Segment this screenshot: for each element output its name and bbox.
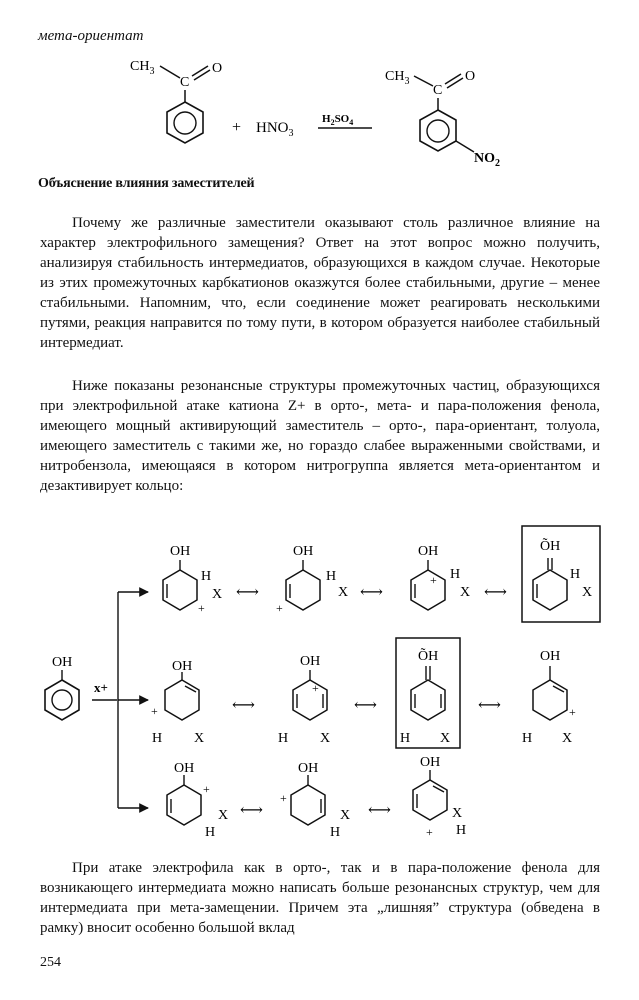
product-o-label: O (465, 69, 476, 84)
meta-structure-1 (167, 761, 228, 840)
paragraph-2-text: Ниже показаны резонансные структуры промежуточных частиц, образующихся при электрофильной атаке катиона Z+ в орто-, мета- и пара-положения фенола, имеющего мощный активирующий заместитель – орто-, пара-ориентант, толуола, имеющего заместитель с такими же, но гораздо слабее выраженными свойствами, и нитробензола, имеющаяся в котором нитрогруппа является мета-ориентантом и дезактивирует кольцо: (40, 378, 600, 494)
svg-text:X: X (338, 585, 349, 600)
phenol-resonance-scheme (0, 520, 639, 845)
paragraph-2 (40, 376, 600, 496)
svg-text:H: H (152, 731, 163, 746)
svg-text:X: X (440, 731, 451, 746)
svg-text:X: X (320, 731, 331, 746)
section-title: Объяснение влияния заместителей (38, 176, 255, 191)
product-ch3-label: $CH_3$ (385, 69, 410, 87)
svg-text:OH: OH (174, 761, 195, 776)
svg-text:ÕH: ÕH (418, 649, 439, 664)
svg-text:⟷: ⟷ (360, 584, 383, 601)
svg-text:+: + (426, 825, 433, 839)
svg-text:X: X (562, 731, 573, 746)
svg-text:H: H (522, 731, 533, 746)
svg-text:+: + (276, 601, 283, 615)
page-number: 254 (40, 955, 61, 970)
svg-text:+: + (151, 704, 158, 718)
svg-text:OH: OH (293, 544, 314, 559)
svg-text:H: H (201, 569, 212, 584)
catalyst-label: $H_2SO_4$ (322, 113, 354, 127)
svg-text:⟷: ⟷ (484, 584, 507, 601)
svg-text:H: H (330, 825, 341, 840)
m-nitroacetophenone-structure (385, 69, 500, 169)
svg-text:⟷: ⟷ (240, 802, 263, 819)
svg-text:+: + (430, 573, 437, 587)
svg-text:⟷: ⟷ (354, 697, 377, 714)
reactant-ch3-label: $CH_3$ (130, 59, 155, 77)
svg-text:⟷: ⟷ (368, 802, 391, 819)
paragraph-1-text: Почему же различные заместители оказывают столь различное влияние на характер электрофильного замещения? Ответ на этот вопрос можно получить, анализируя стабильность интермедиатов, образующихся в каждом случае. Некоторые из этих промежуточных карбкатионов оказжутся более стабильными, другие – менее стабильными. Напомним, что, если соединение может реагировать несколькими путями, реакция направится по тому пути, в котором образуется наиболее стабильный интермедиат. (40, 215, 600, 351)
svg-text:OH: OH (170, 544, 191, 559)
svg-text:⟷: ⟷ (236, 584, 259, 601)
product-no2-label: $NO_2$ (474, 151, 500, 169)
para-structure-2 (278, 654, 330, 746)
svg-text:+: + (198, 601, 205, 615)
reagent-label: $HNO_3$ (256, 120, 294, 139)
paragraph-3 (40, 858, 600, 938)
svg-text:X: X (218, 808, 229, 823)
svg-text:H: H (456, 823, 467, 838)
svg-text:H: H (278, 731, 289, 746)
svg-text:X: X (212, 587, 223, 602)
svg-text:+: + (312, 681, 319, 695)
product-c-label: C (433, 83, 443, 98)
phenol-structure (45, 655, 79, 720)
svg-text:ÕH: ÕH (540, 539, 561, 554)
svg-text:⟷: ⟷ (232, 697, 255, 714)
svg-text:OH: OH (172, 659, 193, 674)
ortho-structure-3 (411, 544, 470, 610)
para-structure-1 (151, 659, 204, 746)
svg-text:H: H (326, 569, 337, 584)
svg-text:OH: OH (418, 544, 439, 559)
ortho-structure-1 (163, 544, 222, 615)
svg-text:OH: OH (300, 654, 321, 669)
nitration-reaction-figure (0, 40, 639, 170)
meta-structure-2 (280, 761, 350, 840)
highlight-box-ortho (522, 526, 600, 622)
acetophenone-structure (130, 59, 222, 143)
para-structure-4 (522, 649, 576, 746)
svg-text:OH: OH (420, 755, 441, 770)
reactant-c-label: C (180, 75, 190, 90)
svg-text:X: X (194, 731, 205, 746)
paragraph-1 (40, 213, 600, 353)
svg-text:H: H (450, 567, 461, 582)
svg-text:H: H (205, 825, 216, 840)
para-structure-3-boxed (400, 647, 450, 746)
ortho-structure-2 (276, 544, 348, 615)
attack-label: x+ (94, 680, 108, 695)
meta-structure-3 (413, 755, 466, 839)
paragraph-3-text: При атаке электрофила как в орто-, так и в пара-положение фенола для возникающего интермедиата можно написать больше резонансных структур, чем для интермедиата при мета-замещении. Причем эта „лишняя” структура (обведена в рамку) вносит особенно большой вклад (40, 860, 600, 936)
svg-text:X: X (452, 806, 463, 821)
phenol-oh-label: OH (52, 655, 73, 670)
plus-sign: + (232, 119, 242, 136)
reactant-o-label: O (212, 61, 223, 76)
meta-orientant-heading: мета-ориентат (38, 28, 144, 44)
svg-text:X: X (582, 585, 593, 600)
svg-text:+: + (569, 705, 576, 719)
svg-text:X: X (340, 808, 351, 823)
svg-text:OH: OH (298, 761, 319, 776)
svg-text:X: X (460, 585, 471, 600)
svg-text:+: + (280, 791, 287, 805)
svg-text:H: H (400, 731, 411, 746)
svg-text:H: H (570, 567, 581, 582)
svg-text:+: + (203, 782, 210, 796)
ortho-structure-4-boxed (533, 537, 592, 610)
svg-text:⟷: ⟷ (478, 697, 501, 714)
svg-text:OH: OH (540, 649, 561, 664)
